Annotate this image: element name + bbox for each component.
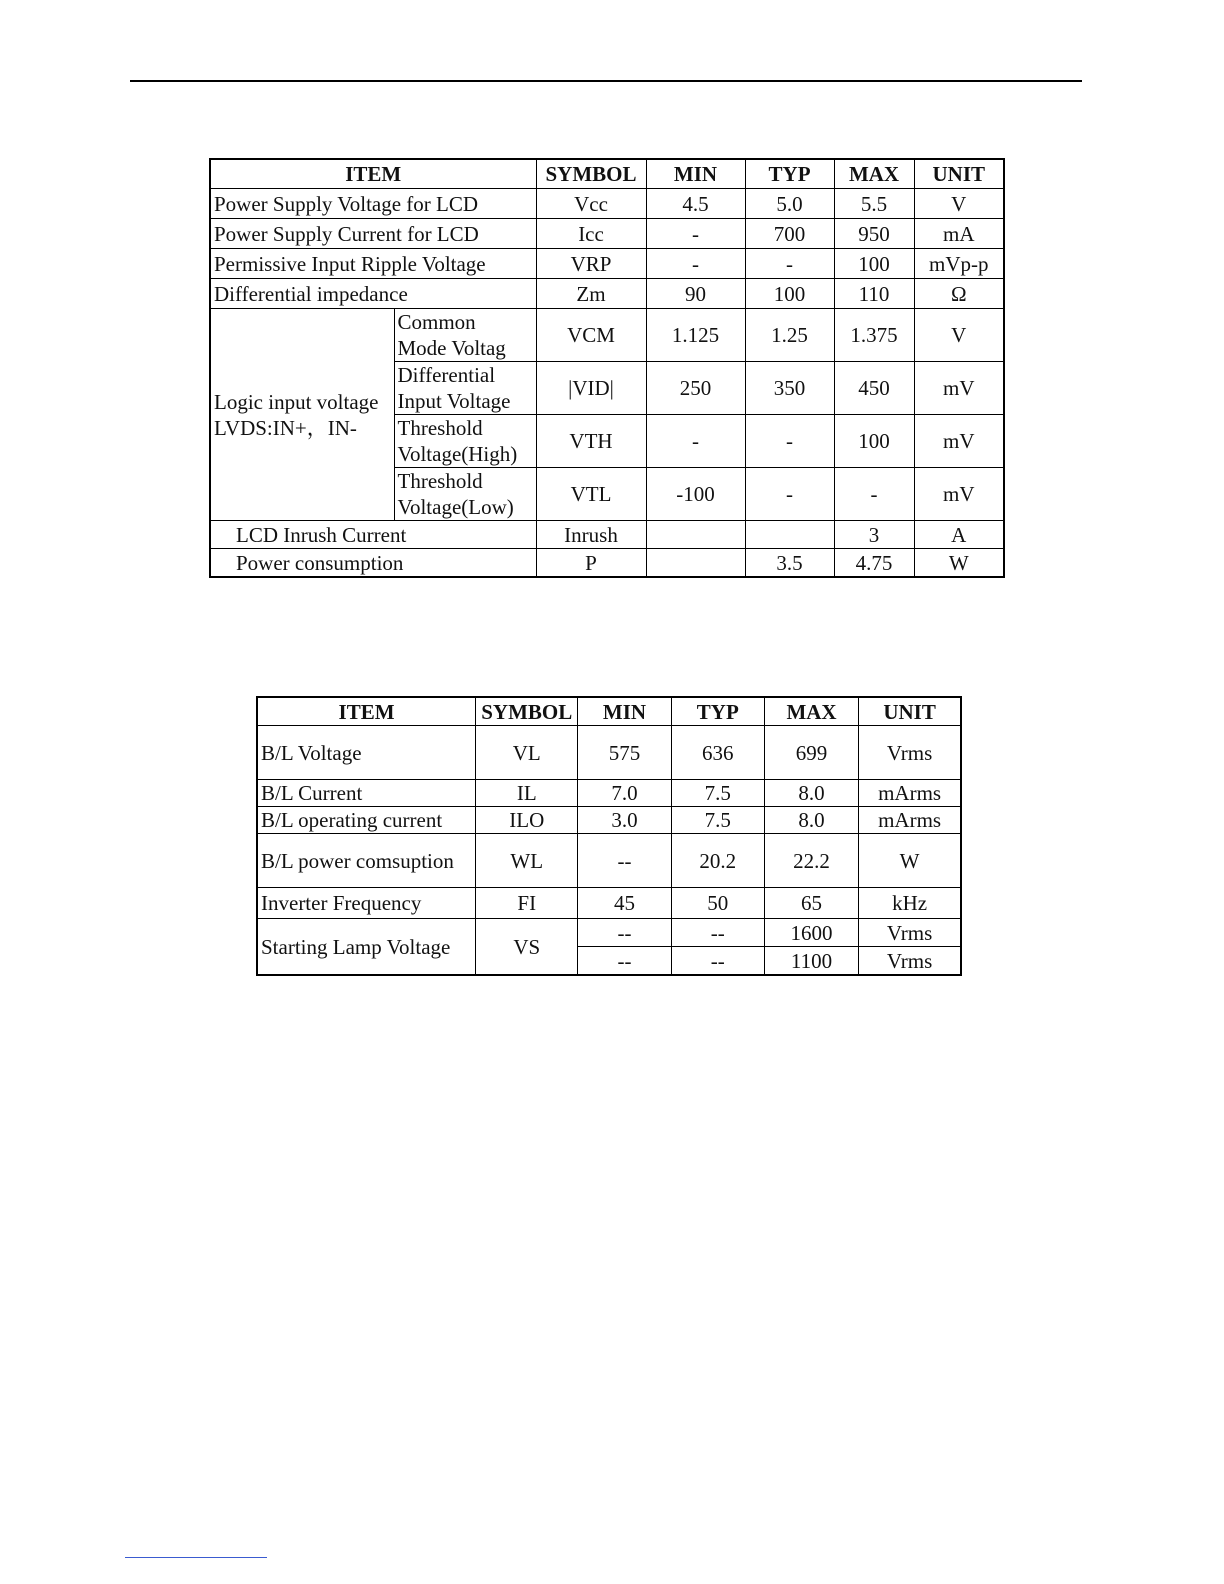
cell-unit: mArms	[859, 780, 961, 807]
cell-max: 699	[764, 726, 858, 780]
cell-subitem	[394, 468, 536, 521]
cell-max: 450	[834, 362, 914, 415]
table-row	[210, 549, 1004, 578]
cell-symbol: VS	[476, 919, 578, 976]
header-rule	[130, 80, 1082, 82]
cell-item: Power Supply Voltage for LCD	[210, 189, 536, 219]
table-row	[210, 279, 1004, 309]
cell-unit: mV	[914, 415, 1004, 468]
cell-max: 4.75	[834, 549, 914, 578]
cell-typ: 350	[745, 362, 834, 415]
cell-subitem	[394, 309, 536, 362]
subitem-line2: Input Voltage	[397, 389, 511, 413]
cell-symbol: VL	[476, 726, 578, 780]
cell-typ: 20.2	[671, 834, 764, 888]
logic-label-line2: LVDS:IN+，IN-	[214, 415, 357, 440]
table-row	[210, 219, 1004, 249]
cell-typ: -	[745, 468, 834, 521]
header-typ: TYP	[745, 159, 834, 189]
header-min: MIN	[578, 697, 671, 726]
table-header-row	[210, 159, 1004, 189]
cell-symbol: P	[536, 549, 646, 578]
cell-symbol: WL	[476, 834, 578, 888]
cell-item: LCD Inrush Current	[210, 521, 536, 549]
cell-unit: mA	[914, 219, 1004, 249]
cell-symbol: FI	[476, 888, 578, 919]
cell-item: Inverter Frequency	[257, 888, 476, 919]
cell-min: -	[646, 415, 745, 468]
subitem-line2: Voltage(High)	[397, 442, 518, 466]
cell-symbol: VCM	[536, 309, 646, 362]
cell-max: -	[834, 468, 914, 521]
cell-max: 65	[764, 888, 858, 919]
cell-max: 8.0	[764, 780, 858, 807]
cell-typ: 700	[745, 219, 834, 249]
cell-min: 90	[646, 279, 745, 309]
cell-item: B/L operating current	[257, 807, 476, 834]
cell-typ: 3.5	[745, 549, 834, 578]
cell-max: 1.375	[834, 309, 914, 362]
footer-link-underline	[125, 1557, 267, 1558]
cell-min: 1.125	[646, 309, 745, 362]
cell-item: Starting Lamp Voltage	[257, 919, 476, 976]
cell-typ: -	[745, 249, 834, 279]
table-row	[210, 309, 1004, 362]
header-item: ITEM	[257, 697, 476, 726]
cell-symbol: VRP	[536, 249, 646, 279]
cell-symbol: VTL	[536, 468, 646, 521]
cell-unit: mArms	[859, 807, 961, 834]
cell-min: 45	[578, 888, 671, 919]
table-header-row	[257, 697, 961, 726]
cell-min: --	[578, 947, 671, 976]
subitem-line1: Threshold	[397, 469, 483, 493]
subitem-line1: Differential	[397, 363, 496, 387]
subitem-line2: Mode Voltag	[397, 336, 506, 360]
cell-item: Permissive Input Ripple Voltage	[210, 249, 536, 279]
cell-item: Differential impedance	[210, 279, 536, 309]
cell-item: Power Supply Current for LCD	[210, 219, 536, 249]
cell-symbol: Zm	[536, 279, 646, 309]
cell-max: 100	[834, 415, 914, 468]
cell-symbol: Inrush	[536, 521, 646, 549]
cell-typ: 1.25	[745, 309, 834, 362]
cell-symbol: ILO	[476, 807, 578, 834]
cell-min: 3.0	[578, 807, 671, 834]
header-max: MAX	[764, 697, 858, 726]
cell-typ: 5.0	[745, 189, 834, 219]
cell-unit: Vrms	[859, 919, 961, 947]
cell-typ: --	[671, 947, 764, 976]
cell-unit: mV	[914, 468, 1004, 521]
cell-typ: 50	[671, 888, 764, 919]
cell-unit: Vrms	[859, 947, 961, 976]
cell-max: 1100	[764, 947, 858, 976]
cell-subitem	[394, 362, 536, 415]
header-typ: TYP	[671, 697, 764, 726]
cell-min	[646, 521, 745, 549]
cell-symbol: Vcc	[536, 189, 646, 219]
cell-min: -	[646, 219, 745, 249]
cell-max: 3	[834, 521, 914, 549]
header-symbol: SYMBOL	[536, 159, 646, 189]
cell-min: -100	[646, 468, 745, 521]
cell-typ: 7.5	[671, 780, 764, 807]
cell-unit: W	[859, 834, 961, 888]
cell-unit: V	[914, 189, 1004, 219]
cell-typ: --	[671, 919, 764, 947]
header-unit: UNIT	[914, 159, 1004, 189]
cell-min: 575	[578, 726, 671, 780]
cell-min: -	[646, 249, 745, 279]
backlight-electrical-table	[256, 696, 962, 976]
cell-symbol: Icc	[536, 219, 646, 249]
subitem-line2: Voltage(Low)	[397, 495, 514, 519]
cell-typ	[745, 521, 834, 549]
logic-group-label	[210, 309, 394, 521]
cell-min: --	[578, 919, 671, 947]
cell-min: 4.5	[646, 189, 745, 219]
lcd-electrical-table	[209, 158, 1005, 578]
cell-unit: V	[914, 309, 1004, 362]
table-row	[257, 888, 961, 919]
cell-max: 22.2	[764, 834, 858, 888]
cell-item: B/L Current	[257, 780, 476, 807]
cell-symbol: |VID|	[536, 362, 646, 415]
cell-unit: mV	[914, 362, 1004, 415]
header-max: MAX	[834, 159, 914, 189]
subitem-line1: Threshold	[397, 416, 483, 440]
cell-item: B/L Voltage	[257, 726, 476, 780]
cell-typ: -	[745, 415, 834, 468]
table-row	[257, 919, 961, 947]
cell-symbol: IL	[476, 780, 578, 807]
header-symbol: SYMBOL	[476, 697, 578, 726]
cell-min: --	[578, 834, 671, 888]
cell-unit: kHz	[859, 888, 961, 919]
cell-typ: 636	[671, 726, 764, 780]
cell-typ: 100	[745, 279, 834, 309]
table-row	[210, 249, 1004, 279]
cell-max: 950	[834, 219, 914, 249]
cell-min: 7.0	[578, 780, 671, 807]
header-unit: UNIT	[859, 697, 961, 726]
cell-min: 250	[646, 362, 745, 415]
logic-label-line1: Logic input voltage	[214, 389, 379, 414]
header-min: MIN	[646, 159, 745, 189]
table-row	[257, 834, 961, 888]
cell-unit: Vrms	[859, 726, 961, 780]
cell-item: Power consumption	[210, 549, 536, 578]
table-row	[210, 521, 1004, 549]
cell-min	[646, 549, 745, 578]
cell-max: 1600	[764, 919, 858, 947]
cell-subitem	[394, 415, 536, 468]
table-row	[257, 780, 961, 807]
table-row	[210, 189, 1004, 219]
cell-unit: A	[914, 521, 1004, 549]
cell-max: 8.0	[764, 807, 858, 834]
cell-max: 5.5	[834, 189, 914, 219]
cell-unit: mVp-p	[914, 249, 1004, 279]
header-item: ITEM	[210, 159, 536, 189]
cell-unit: W	[914, 549, 1004, 578]
cell-typ: 7.5	[671, 807, 764, 834]
cell-max: 100	[834, 249, 914, 279]
subitem-line1: Common	[397, 310, 476, 334]
table-row	[257, 726, 961, 780]
table-row	[257, 807, 961, 834]
cell-max: 110	[834, 279, 914, 309]
cell-unit: Ω	[914, 279, 1004, 309]
cell-symbol: VTH	[536, 415, 646, 468]
cell-item: B/L power comsuption	[257, 834, 476, 888]
